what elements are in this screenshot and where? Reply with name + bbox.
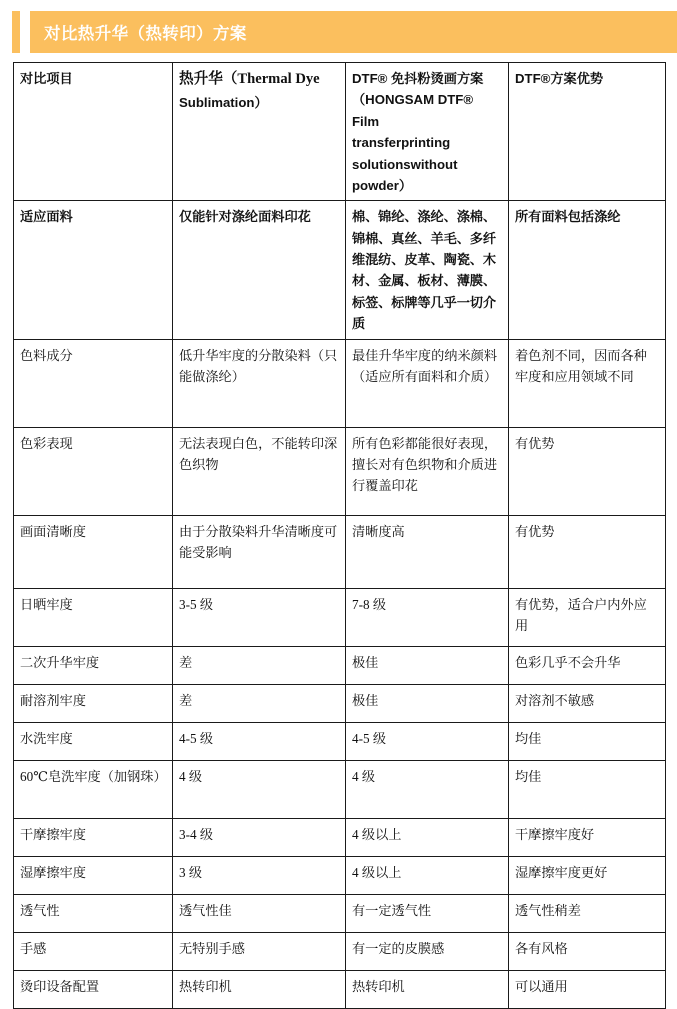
cell-item: 湿摩擦牢度 [14,856,173,894]
cell-advantage: 色彩几乎不会升华 [509,646,666,684]
table-row [14,684,666,722]
cell-item: 透气性 [14,894,173,932]
table-header-row [14,63,666,201]
header-dtf-line2: （HONGSAM DTF® Film [352,92,474,129]
cell-dtf: 所有色彩都能很好表现，擅长对有色织物和介质进行覆盖印花 [346,427,509,515]
header-dtf-line1: DTF® 免抖粉烫画方案 [352,71,484,86]
cell-advantage: 透气性稍差 [509,894,666,932]
cell-advantage: 着色剂不同，因而各种牢度和应用领域不同 [509,339,666,427]
cell-item: 二次升华牢度 [14,646,173,684]
cell-advantage: 干摩擦牢度好 [509,818,666,856]
cell-advantage: 所有面料包括涤纶 [509,201,666,339]
header-cell-dtf [346,63,509,201]
cell-dtf: 有一定的皮膜感 [346,932,509,970]
table-row [14,646,666,684]
header-sublimation-line1: 热升华（Thermal Dye [179,71,320,87]
cell-dtf: 棉、锦纶、涤纶、涤棉、锦棉、真丝、羊毛、多纤维混纺、皮革、陶瓷、木材、金属、板材、薄膜、标签、标牌等几乎一切介质 [346,201,509,339]
table-row [14,932,666,970]
cell-item: 日晒牢度 [14,588,173,646]
cell-sublimation: 热转印机 [173,970,346,1008]
table-row [14,894,666,932]
header-cell-sublimation [173,63,346,201]
cell-dtf: 4 级 [346,760,509,818]
cell-item: 干摩擦牢度 [14,818,173,856]
header-cell-advantage: DTF®方案优势 [509,63,666,201]
cell-sublimation: 无特别手感 [173,932,346,970]
cell-sublimation: 4-5 级 [173,722,346,760]
comparison-table [13,62,666,1009]
table-row [14,722,666,760]
cell-sublimation: 仅能针对涤纶面料印花 [173,201,346,339]
cell-item: 烫印设备配置 [14,970,173,1008]
cell-item: 色料成分 [14,339,173,427]
cell-dtf: 极佳 [346,646,509,684]
cell-item: 60℃皂洗牢度（加钢珠） [14,760,173,818]
cell-dtf: 热转印机 [346,970,509,1008]
cell-item: 水洗牢度 [14,722,173,760]
cell-dtf: 4-5 级 [346,722,509,760]
cell-advantage: 可以通用 [509,970,666,1008]
header-sublimation-line2: Sublimation） [179,94,268,110]
comparison-table-wrapper [13,62,665,1009]
table-row [14,970,666,1008]
cell-dtf: 清晰度高 [346,515,509,588]
cell-advantage: 均佳 [509,760,666,818]
cell-dtf: 极佳 [346,684,509,722]
cell-sublimation: 由于分散染料升华清晰度可能受影响 [173,515,346,588]
banner-accent-tab [12,11,20,53]
cell-advantage: 对溶剂不敏感 [509,684,666,722]
cell-item: 画面清晰度 [14,515,173,588]
cell-sublimation: 4 级 [173,760,346,818]
table-row [14,856,666,894]
table-row [14,588,666,646]
cell-sublimation: 3-5 级 [173,588,346,646]
cell-item: 适应面料 [14,201,173,339]
cell-advantage: 均佳 [509,722,666,760]
cell-sublimation: 3 级 [173,856,346,894]
cell-advantage: 各有风格 [509,932,666,970]
cell-sublimation: 差 [173,646,346,684]
table-row [14,427,666,515]
header-cell-item: 对比项目 [14,63,173,201]
cell-sublimation: 无法表现白色，不能转印深色织物 [173,427,346,515]
cell-advantage: 有优势，适合户内外应用 [509,588,666,646]
cell-dtf: 有一定透气性 [346,894,509,932]
table-row [14,515,666,588]
cell-advantage: 有优势 [509,515,666,588]
cell-sublimation: 低升华牢度的分散染料（只能做涤纶） [173,339,346,427]
table-row [14,760,666,818]
cell-dtf: 7-8 级 [346,588,509,646]
cell-dtf: 4 级以上 [346,818,509,856]
table-row [14,201,666,339]
cell-dtf: 最佳升华牢度的纳米颜料（适应所有面料和介质） [346,339,509,427]
banner-bar [30,11,677,53]
cell-sublimation: 差 [173,684,346,722]
cell-sublimation: 透气性佳 [173,894,346,932]
cell-item: 色彩表现 [14,427,173,515]
cell-dtf: 4 级以上 [346,856,509,894]
cell-sublimation: 3-4 级 [173,818,346,856]
table-row [14,818,666,856]
table-row [14,339,666,427]
cell-advantage: 有优势 [509,427,666,515]
section-banner [0,11,677,53]
cell-item: 手感 [14,932,173,970]
header-dtf-line4: solutionswithout [352,156,458,172]
cell-advantage: 湿摩擦牢度更好 [509,856,666,894]
cell-item: 耐溶剂牢度 [14,684,173,722]
header-dtf-line5: powder） [352,177,413,193]
header-dtf-line3: transferprinting [352,135,451,151]
page-title: 对比热升华（热转印）方案 [44,25,247,43]
